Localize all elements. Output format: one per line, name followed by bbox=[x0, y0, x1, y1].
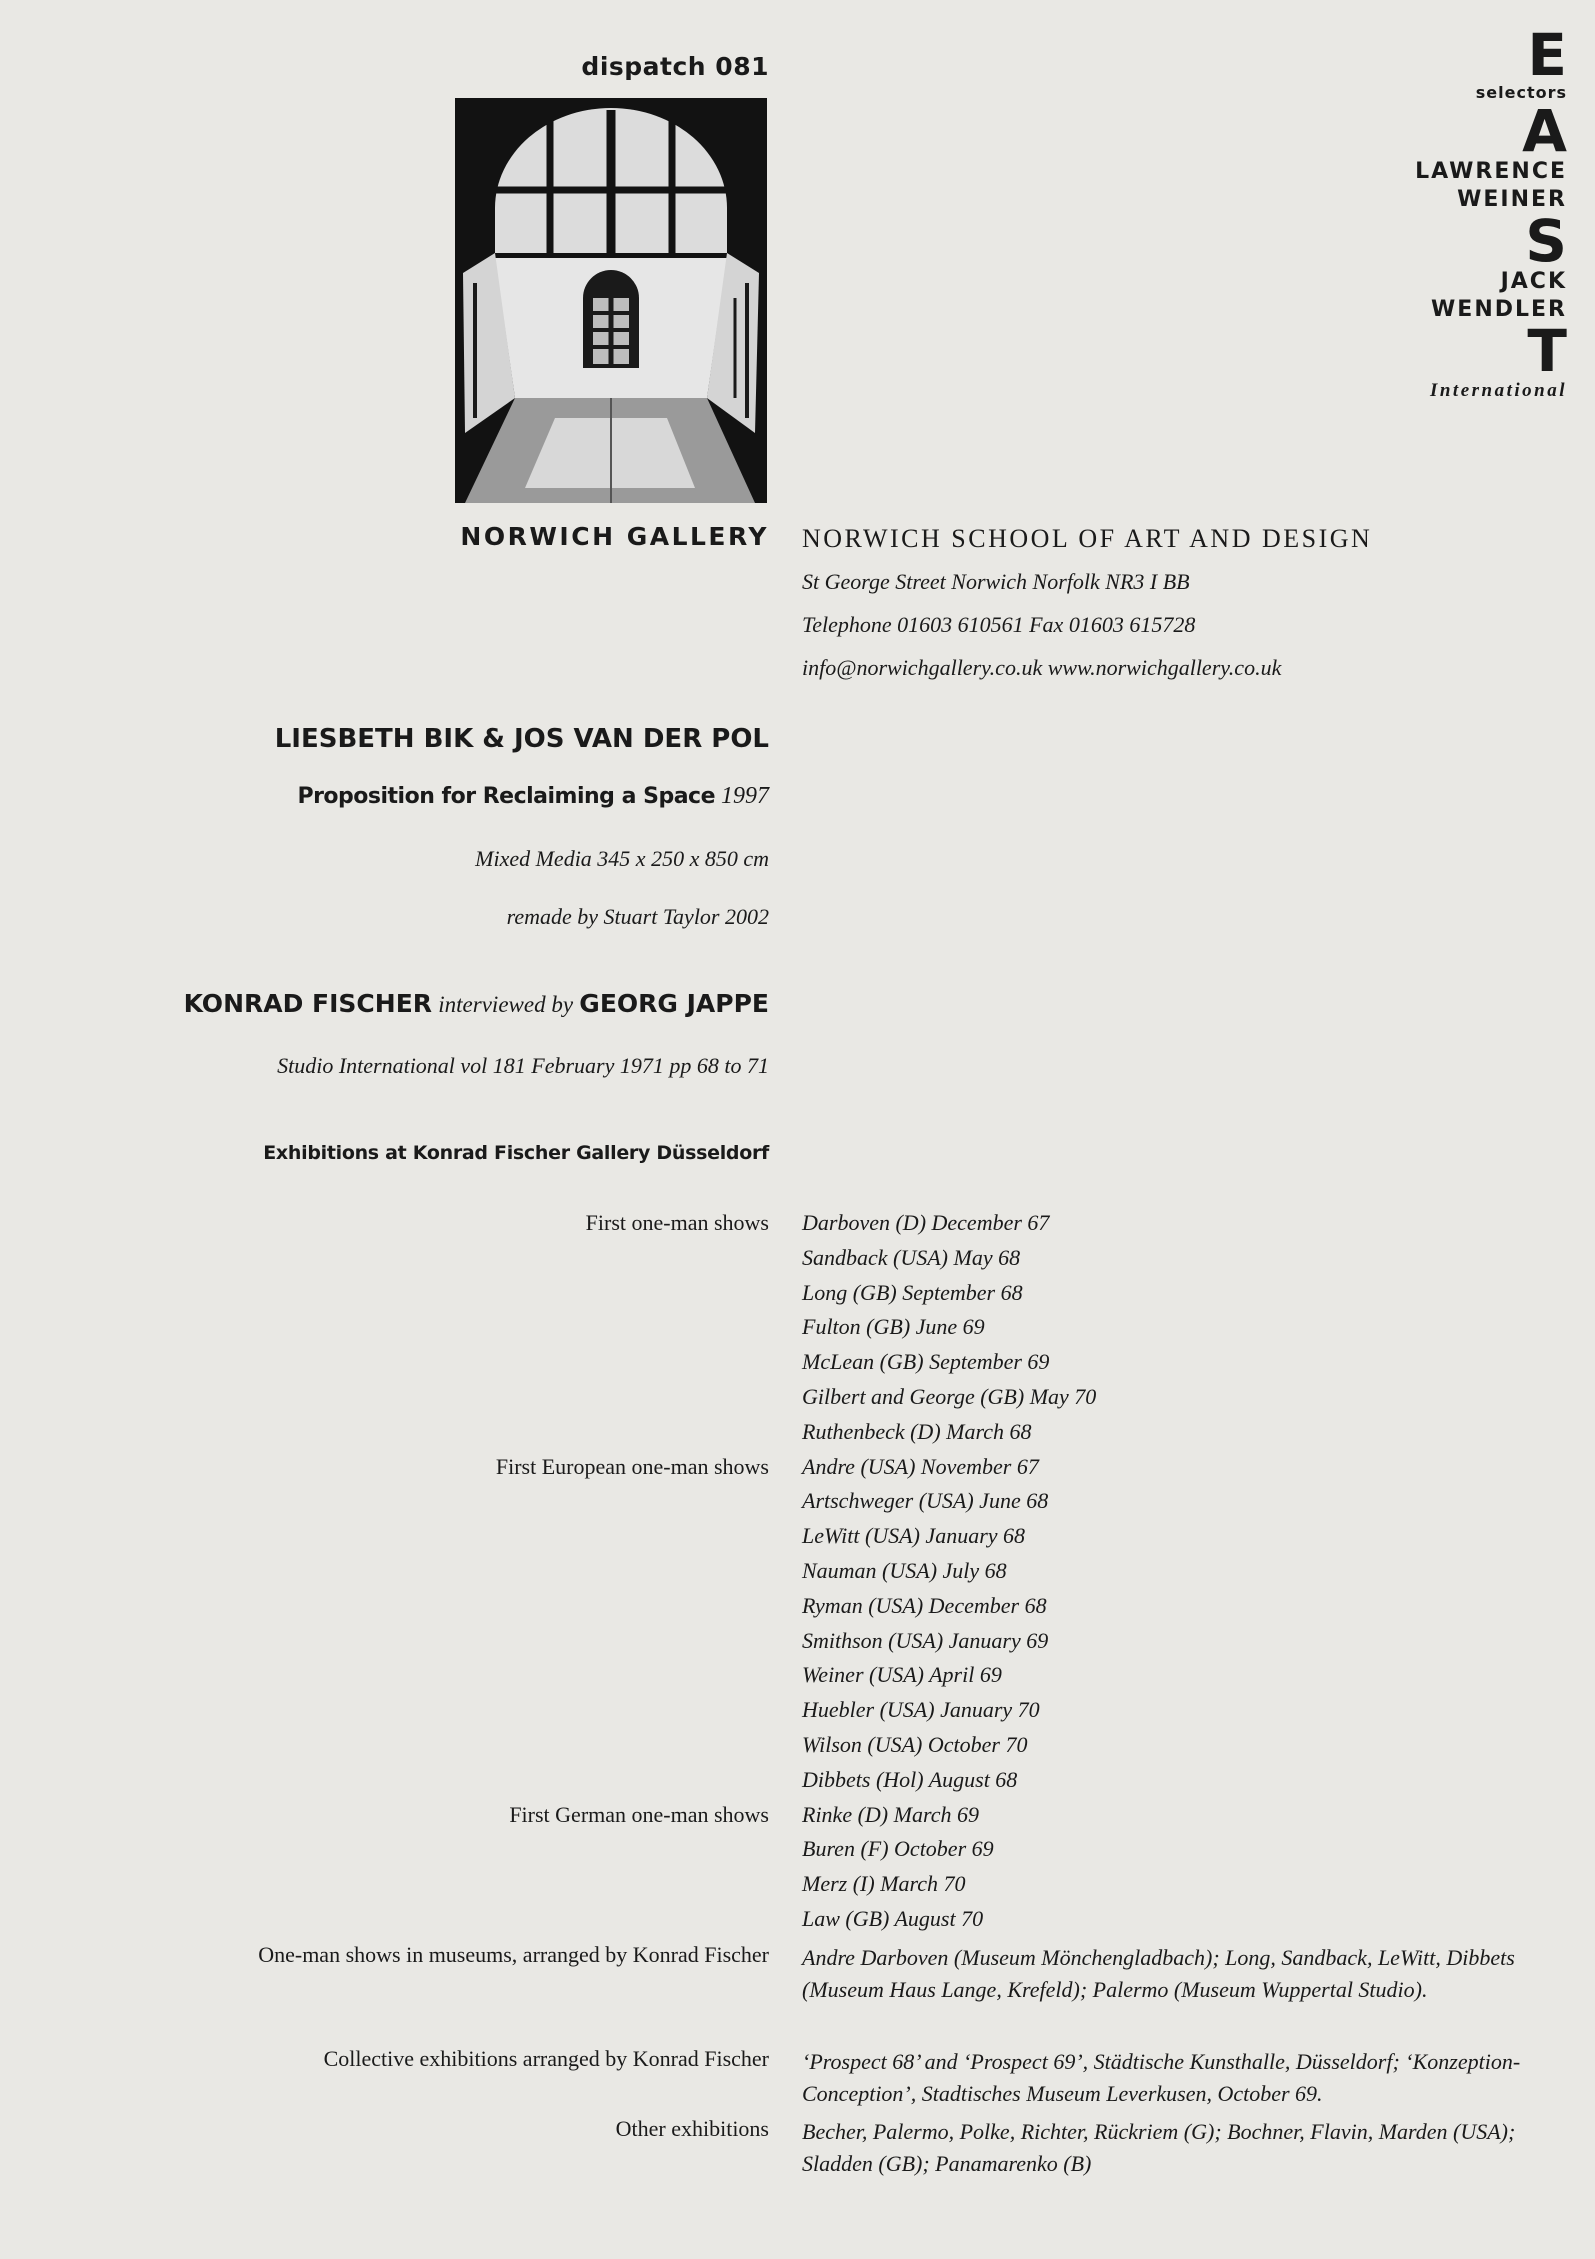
exhibition-entry: Artschweger (USA) June 68 bbox=[802, 1488, 1049, 1514]
exhibition-entry: Andre (USA) November 67 bbox=[802, 1453, 1039, 1479]
exhibition-entry: Long (GB) September 68 bbox=[802, 1279, 1023, 1305]
exhibition-entry: Dibbets (Hol) August 68 bbox=[802, 1766, 1018, 1792]
other-exhibitions-text: Becher, Palermo, Polke, Richter, Rückriem (G); Bochner, Flavin, Marden (USA); Sladden (GB); Panamarenko (B) bbox=[802, 2119, 1516, 2176]
east-letter-a: A bbox=[1522, 97, 1567, 165]
exhibition-entry: McLean (GB) September 69 bbox=[802, 1349, 1050, 1375]
collective-exhibitions-text: ‘Prospect 68’ and ‘Prospect 69’, Städtische Kunsthalle, Düsseldorf; ‘Konzeption-Conception’, Stadtisches Museum Leverkusen, October 69. bbox=[802, 2049, 1521, 2106]
exhibitions-heading: Exhibitions at Konrad Fischer Gallery Düsseldorf bbox=[263, 1142, 769, 1164]
international-label: International bbox=[1429, 380, 1567, 401]
exhibition-entry: Huebler (USA) January 70 bbox=[802, 1697, 1040, 1723]
selector-name-line: WEINER bbox=[1457, 187, 1567, 212]
gallery-phone: Telephone 01603 610561 Fax 01603 615728 bbox=[802, 612, 1196, 637]
exhibition-entry: Law (GB) August 70 bbox=[802, 1906, 984, 1931]
exhibition-entry: Wilson (USA) October 70 bbox=[802, 1732, 1028, 1757]
exhibition-entry: Ryman (USA) December 68 bbox=[802, 1592, 1047, 1618]
school-name: NORWICH SCHOOL OF ART AND DESIGN bbox=[802, 524, 1373, 553]
exhibition-entry: Fulton (GB) June 69 bbox=[802, 1314, 985, 1340]
interview-connector: interviewed by bbox=[438, 992, 574, 1017]
other-exhibitions-label: Other exhibitions bbox=[615, 2116, 769, 2141]
exhibition-entry: LeWitt (USA) January 68 bbox=[802, 1523, 1026, 1549]
dispatch-number: dispatch 081 bbox=[581, 52, 769, 81]
interview-subject: KONRAD FISCHER bbox=[183, 989, 433, 1018]
exhibition-entry: Ruthenbeck (D) March 68 bbox=[802, 1418, 1032, 1444]
museum-shows-label: One-man shows in museums, arranged by Konrad Fischer bbox=[258, 1942, 769, 1967]
east-logo bbox=[1347, 21, 1567, 404]
exhibition-group-label: First European one-man shows bbox=[495, 1453, 769, 1479]
work-year: 1997 bbox=[721, 783, 769, 809]
work-remade: remade by Stuart Taylor 2002 bbox=[506, 904, 769, 929]
selectors-label: selectors bbox=[1475, 83, 1567, 102]
collective-exhibitions-label: Collective exhibitions arranged by Konrad Fischer bbox=[323, 2046, 769, 2071]
work-medium: Mixed Media 345 x 250 x 850 cm bbox=[475, 846, 769, 871]
selector-name-line: WENDLER bbox=[1431, 297, 1567, 322]
east-letter-t: T bbox=[1527, 317, 1567, 385]
exhibition-group-label: First German one-man shows bbox=[509, 1801, 769, 1827]
exhibition-entry: Gilbert and George (GB) May 70 bbox=[802, 1384, 1097, 1409]
gallery-web: info@norwichgallery.co.uk www.norwichgallery.co.uk bbox=[802, 655, 1282, 680]
artwork-image bbox=[455, 98, 767, 503]
selector-name-line: LAWRENCE bbox=[1415, 159, 1567, 184]
artists-title: LIESBETH BIK & JOS VAN DER POL bbox=[274, 724, 769, 754]
museum-shows-text: Andre Darboven (Museum Mönchengladbach); Long, Sandback, LeWitt, Dibbets (Museum Haus Lange, Krefeld); Palermo (Museum Wuppertal Studio). bbox=[802, 1945, 1515, 2002]
exhibition-entry: Buren (F) October 69 bbox=[802, 1836, 994, 1862]
selector-name-line: JACK bbox=[1500, 269, 1567, 294]
exhibition-entry: Nauman (USA) July 68 bbox=[802, 1558, 1007, 1583]
east-letter-s: S bbox=[1525, 207, 1567, 275]
east-letter-e: E bbox=[1527, 21, 1567, 89]
gallery-name: NORWICH GALLERY bbox=[460, 522, 769, 551]
exhibition-entry: Weiner (USA) April 69 bbox=[802, 1662, 1002, 1688]
work-title bbox=[297, 783, 769, 810]
gallery-address: St George Street Norwich Norfolk NR3 I BB bbox=[802, 569, 1190, 594]
exhibition-entry: Smithson (USA) January 69 bbox=[802, 1627, 1049, 1653]
interview-title bbox=[184, 989, 769, 1019]
exhibition-entry: Sandback (USA) May 68 bbox=[802, 1244, 1021, 1270]
exhibition-entry: Rinke (D) March 69 bbox=[802, 1801, 979, 1827]
interview-interviewer: GEORG JAPPE bbox=[579, 989, 769, 1018]
interview-source: Studio International vol 181 February 1971 pp 68 to 71 bbox=[277, 1053, 769, 1078]
exhibition-entry: Darboven (D) December 67 bbox=[802, 1210, 1050, 1235]
exhibition-entry: Merz (I) March 70 bbox=[802, 1871, 966, 1897]
work-title-text: Proposition for Reclaiming a Space bbox=[297, 784, 715, 809]
exhibition-group-label: First one-man shows bbox=[585, 1210, 769, 1235]
